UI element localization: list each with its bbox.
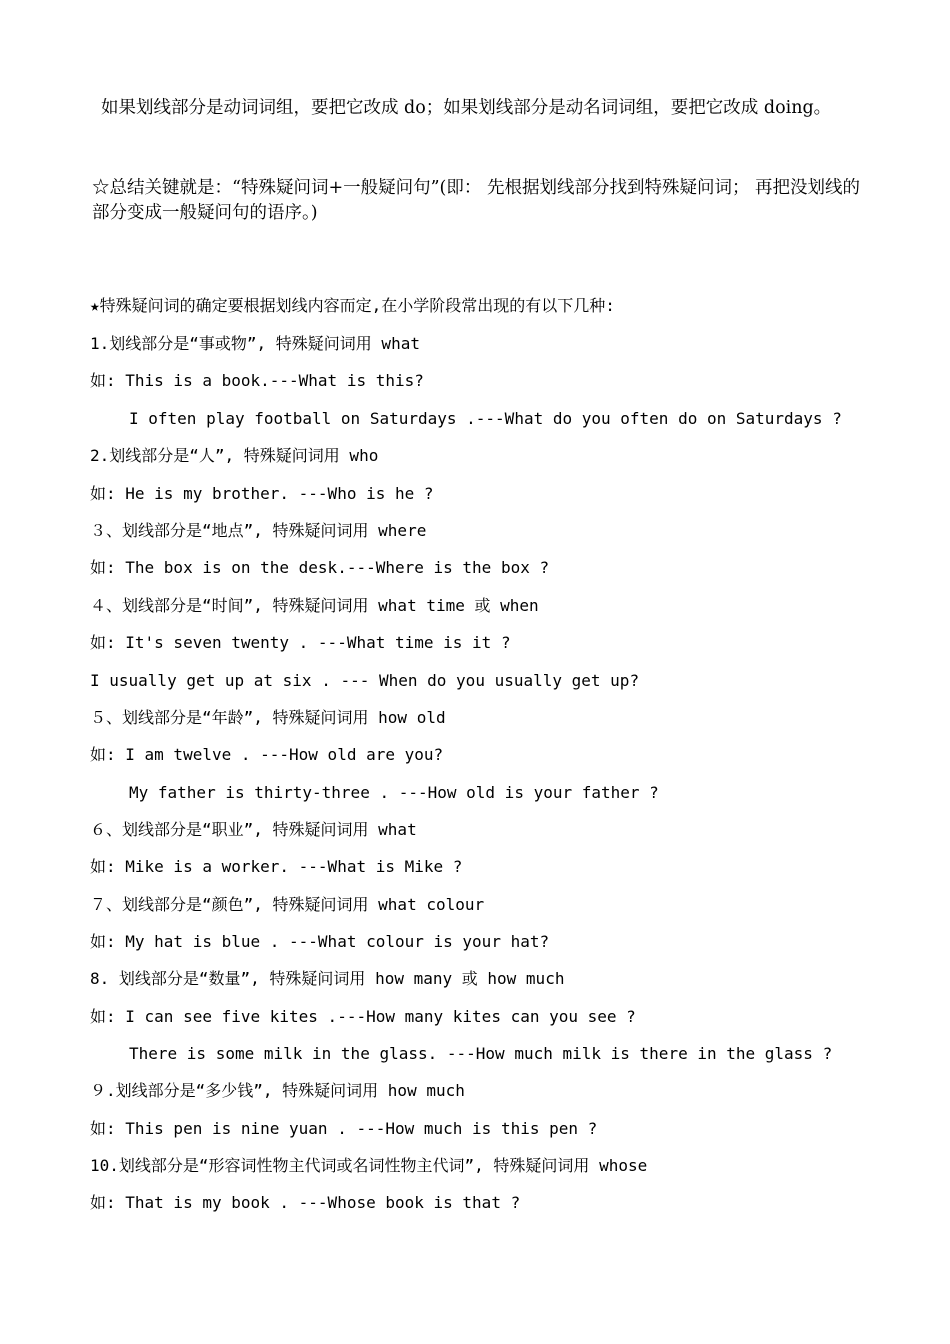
example-line: 如: I am twelve . ---How old are you? xyxy=(90,745,444,764)
rule-line: 10.划线部分是“形容词性物主代词或名词性物主代词”, 特殊疑问词用 whose xyxy=(90,1156,648,1175)
example-line: I usually get up at six . --- When do you usually get up? xyxy=(90,671,640,690)
example-line: 如: He is my brother. ---Who is he ? xyxy=(90,484,434,503)
rule-line: ９.划线部分是“多少钱”, 特殊疑问词用 how much xyxy=(90,1081,465,1100)
example-line: 如: Mike is a worker. ---What is Mike ? xyxy=(90,857,463,876)
example-line: 如: My hat is blue . ---What colour is your hat? xyxy=(90,932,550,951)
summary-key-point: ☆总结关键就是：“特殊疑问词+一般疑问句”(即： 先根据划线部分找到特殊疑问词； 再把没划线的部分变成一般疑问句的语序。) xyxy=(92,178,861,223)
example-line: 如: This pen is nine yuan . ---How much is this pen ? xyxy=(90,1119,598,1138)
rule-line: 8. 划线部分是“数量”, 特殊疑问词用 how many 或 how much xyxy=(90,969,565,988)
intro-verb-phrase-rule: 如果划线部分是动词词组，要把它改成 do；如果划线部分是动名词词组，要把它改成 doing。 xyxy=(101,98,832,118)
rule-line: ６、划线部分是“职业”, 特殊疑问词用 what xyxy=(90,820,417,839)
example-line: 如: The box is on the desk.---Where is the box ? xyxy=(90,558,550,577)
rule-line: ４、划线部分是“时间”, 特殊疑问词用 what time 或 when xyxy=(90,596,539,615)
example-line: 如: It's seven twenty . ---What time is it ? xyxy=(90,633,511,652)
example-line: I often play football on Saturdays .---What do you often do on Saturdays ? xyxy=(129,409,842,428)
example-line: 如: This is a book.---What is this? xyxy=(90,371,424,390)
section-heading: ★特殊疑问词的确定要根据划线内容而定,在小学阶段常出现的有以下几种: xyxy=(90,296,615,315)
rule-line: ５、划线部分是“年龄”, 特殊疑问词用 how old xyxy=(90,708,446,727)
example-line: 如: That is my book . ---Whose book is that ? xyxy=(90,1193,521,1212)
rule-line: 2.划线部分是“人”, 特殊疑问词用 who xyxy=(90,446,379,465)
rule-line: ３、划线部分是“地点”, 特殊疑问词用 where xyxy=(90,521,427,540)
rule-line: ７、划线部分是“颜色”, 特殊疑问词用 what colour xyxy=(90,895,485,914)
rule-line: 1.划线部分是“事或物”, 特殊疑问词用 what xyxy=(90,334,420,353)
example-line: There is some milk in the glass. ---How much milk is there in the glass ? xyxy=(129,1044,833,1063)
example-line: My father is thirty-three . ---How old is your father ? xyxy=(129,783,659,802)
example-line: 如: I can see five kites .---How many kites can you see ? xyxy=(90,1007,636,1026)
